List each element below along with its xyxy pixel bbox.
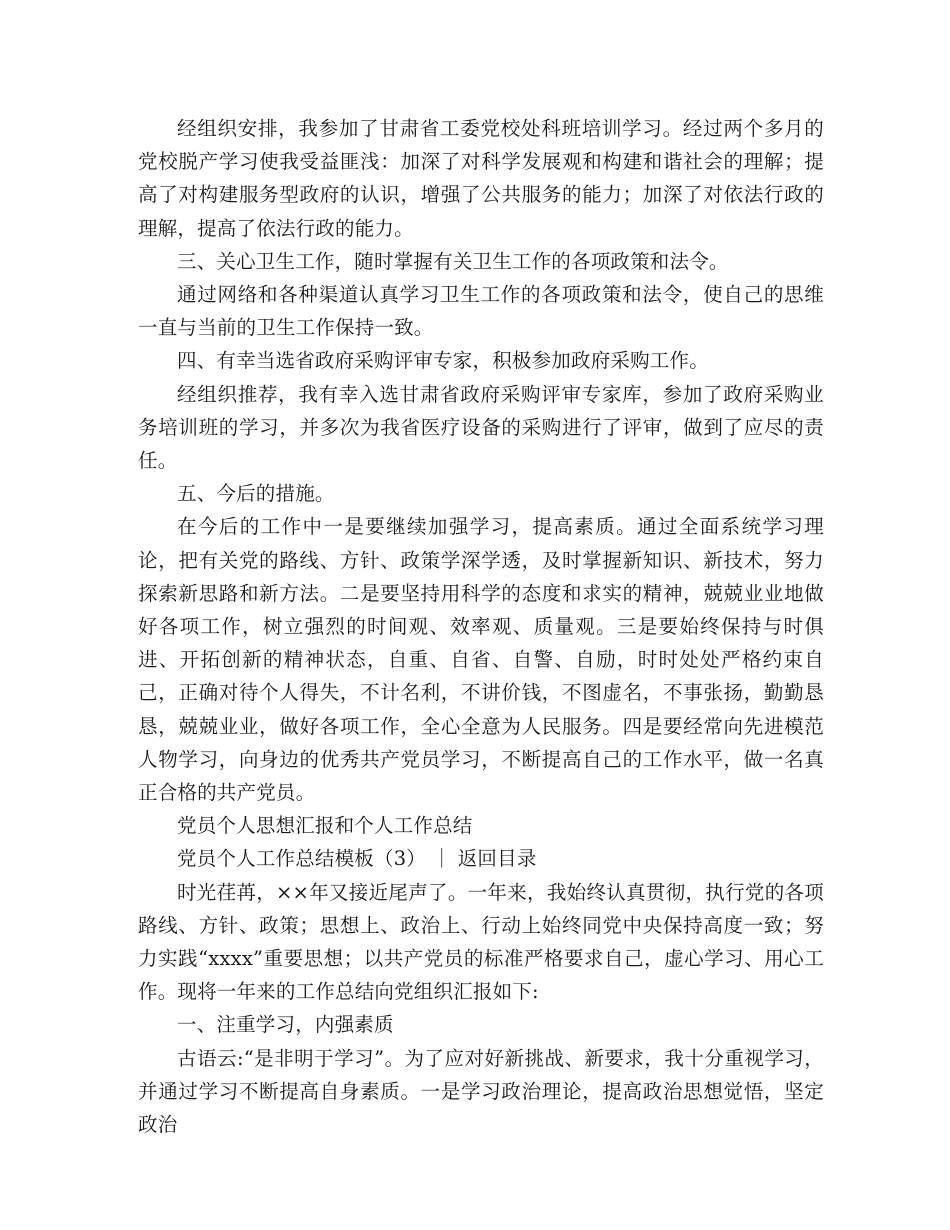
paragraph-training: 经组织安排，我参加了甘肃省工委党校处科班培训学习。经过两个多月的党校脱产学习使我受益匪浅：加深了对科学发展观和构建和谐社会的理解；提高了对构建服务型政府的认识，增强了公共服务的能力；加深了对依法行政的理解，提高了依法行政的能力。 bbox=[138, 117, 824, 240]
heading-section-five: 五、今后的措施。 bbox=[177, 482, 335, 506]
document-title: 党员个人思想汇报和个人工作总结 bbox=[177, 814, 473, 838]
heading-section-three: 三、关心卫生工作，随时掌握有关卫生工作的各项政策和法令。 bbox=[177, 249, 729, 273]
nav-separator: ｜ bbox=[432, 847, 452, 871]
template-title: 党员个人工作总结模板（3） bbox=[177, 847, 427, 871]
paragraph-study: 古语云:“是非明于学习”。为了应对好新挑战、新要求，我十分重视学习，并通过学习不断提高自身素质。一是学习政治理论，提高政治思想觉悟，坚定政治 bbox=[138, 1046, 824, 1137]
paragraph-health-policy: 通过网络和各种渠道认真学习卫生工作的各项政策和法令，使自己的思维一直与当前的卫生工作保持一致。 bbox=[138, 283, 824, 340]
document-page bbox=[138, 112, 824, 1141]
heading-study: 一、注重学习，内强素质 bbox=[177, 1013, 394, 1037]
paragraph-procurement: 经组织推荐，我有幸入选甘肃省政府采购评审专家库，参加了政府采购业务培训班的学习，并多次为我省医疗设备的采购进行了评审，做到了应尽的责任。 bbox=[138, 382, 824, 473]
heading-section-four: 四、有幸当选省政府采购评审专家，积极参加政府采购工作。 bbox=[177, 349, 709, 373]
paragraph-future-measures: 在今后的工作中一是要继续加强学习，提高素质。通过全面系统学习理论，把有关党的路线、方针、政策学深学透，及时掌握新知识、新技术，努力探索新思路和新方法。二是要坚持用科学的态度和求实的精神，兢兢业业地做好各项工作，树立强烈的时间观、效率观、质量观。三是要始终保持与时俱进、开拓创新的精神状态，自重、自省、自警、自励，时时处处严格约束自己，正确对待个人得失，不计名利，不讲价钱，不图虚名，不事张扬，勤勤恳恳，兢兢业业，做好各项工作，全心全意为人民服务。四是要经常向先进模范人物学习，向身边的优秀共产党员学习，不断提高自己的工作水平，做一名真正合格的共产党员。 bbox=[138, 515, 824, 805]
back-to-contents-link[interactable]: 返回目录 bbox=[457, 847, 537, 871]
paragraph-year-summary: 时光荏苒，××年又接近尾声了。一年来，我始终认真贯彻，执行党的各项路线、方针、政策；思想上、政治上、行动上始终同党中央保持高度一致；努力实践“xxxx”重要思想；以共产党员的标准严格要求自己，虚心学习、用心工作。现将一年来的工作总结向党组织汇报如下: bbox=[138, 880, 824, 1004]
template-nav-line bbox=[138, 842, 824, 875]
